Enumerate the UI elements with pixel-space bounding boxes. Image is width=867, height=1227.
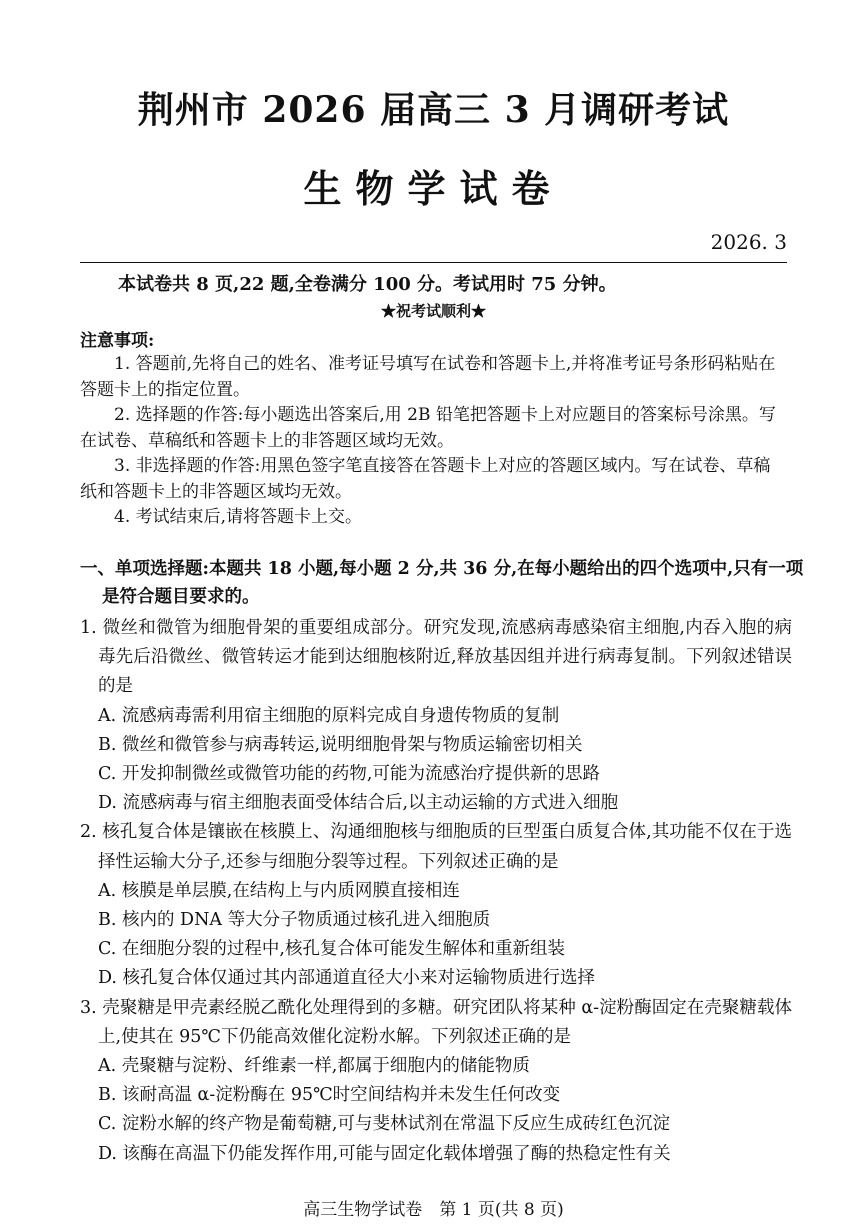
option-d: D. 该酶在高温下仍能发挥作用,可能与固定化载体增强了酶的热稳定性有关: [98, 1143, 671, 1164]
notes-list: [80, 352, 786, 531]
notes-heading: 注意事项:: [80, 331, 155, 351]
option-d: D. 流感病毒与宿主细胞表面受体结合后,以主动运输的方式进入细胞: [98, 793, 619, 814]
notes-item: 3. 非选择题的作答:用黑色签字笔直接答在答题卡上对应的答题区域内。写在试卷、草稿纸和答题卡上的非答题区域均无效。: [80, 456, 771, 502]
option-b: B. 核内的 DNA 等大分子物质通过核孔进入细胞质: [98, 910, 491, 931]
exam-date: 2026. 3: [710, 230, 787, 254]
option-d: D. 核孔复合体仅通过其内部通道直径大小来对运输物质进行选择: [98, 968, 596, 989]
notes-item: 4. 考试结束后,请将答题卡上交。: [114, 507, 363, 527]
question-stem: 1. 微丝和微管为细胞骨架的重要组成部分。研究发现,流感病毒感染宿主细胞,内吞入胞的病毒先后沿微丝、微管转运才能到达细胞核附近,释放基因组并进行病毒复制。下列叙述错误的是: [80, 618, 792, 697]
option-b: B. 该耐高温 α-淀粉酶在 95℃时空间结构并未发生任何改变: [98, 1085, 561, 1106]
option-c: C. 在细胞分裂的过程中,核孔复合体可能发生解体和重新组装: [98, 939, 565, 960]
option-b: B. 微丝和微管参与病毒转运,说明细胞骨架与物质运输密切相关: [98, 734, 583, 755]
exam-intro: 本试卷共 8 页,22 题,全卷满分 100 分。考试用时 75 分钟。: [118, 274, 617, 295]
section-heading: 一、单项选择题:本题共 18 小题,每小题 2 分,共 36 分,在每小题给出的四个选项中,只有一项是符合题目要求的。: [80, 559, 804, 607]
good-luck-banner: ★祝考试顺利★: [380, 302, 486, 320]
option-a: A. 壳聚糖与淀粉、纤维素一样,都属于细胞内的储能物质: [98, 1056, 530, 1077]
page-footer: 高三生物学试卷 第 1 页(共 8 页): [303, 1200, 564, 1220]
notes-item: 2. 选择题的作答:每小题选出答案后,用 2B 铅笔把答题卡上对应题目的答案标号涂黑。写在试卷、草稿纸和答题卡上的非答题区域均无效。: [80, 405, 776, 451]
option-c: C. 开发抑制微丝或微管功能的药物,可能为流感治疗提供新的思路: [98, 764, 600, 785]
question-list: [80, 614, 792, 1169]
question-2: [80, 818, 792, 993]
option-a: A. 流感病毒需利用宿主细胞的原料完成自身遗传物质的复制: [98, 705, 560, 726]
question-1: [80, 614, 792, 818]
option-c: C. 淀粉水解的终产物是葡萄糖,可与斐林试剂在常温下反应生成砖红色沉淀: [98, 1114, 670, 1135]
notes-item: 1. 答题前,先将自己的姓名、准考证号填写在试卷和答题卡上,并将准考证号条形码粘贴在答题卡上的指定位置。: [80, 354, 776, 400]
question-stem: 2. 核孔复合体是镶嵌在核膜上、沟通细胞核与细胞质的巨型蛋白质复合体,其功能不仅在于选择性运输大分子,还参与细胞分裂等过程。下列叙述正确的是: [80, 822, 792, 872]
header-divider: [80, 262, 787, 263]
question-stem: 3. 壳聚糖是甲壳素经脱乙酰化处理得到的多糖。研究团队将某种 α-淀粉酶固定在壳聚糖载体上,使其在 95℃下仍能高效催化淀粉水解。下列叙述正确的是: [80, 997, 792, 1047]
option-a: A. 核膜是单层膜,在结构上与内质网膜直接相连: [98, 880, 460, 901]
question-3: [80, 994, 792, 1169]
exam-title: 荆州市 2026 届高三 3 月调研考试: [137, 89, 730, 131]
exam-subject: 生物学试卷: [303, 166, 564, 211]
